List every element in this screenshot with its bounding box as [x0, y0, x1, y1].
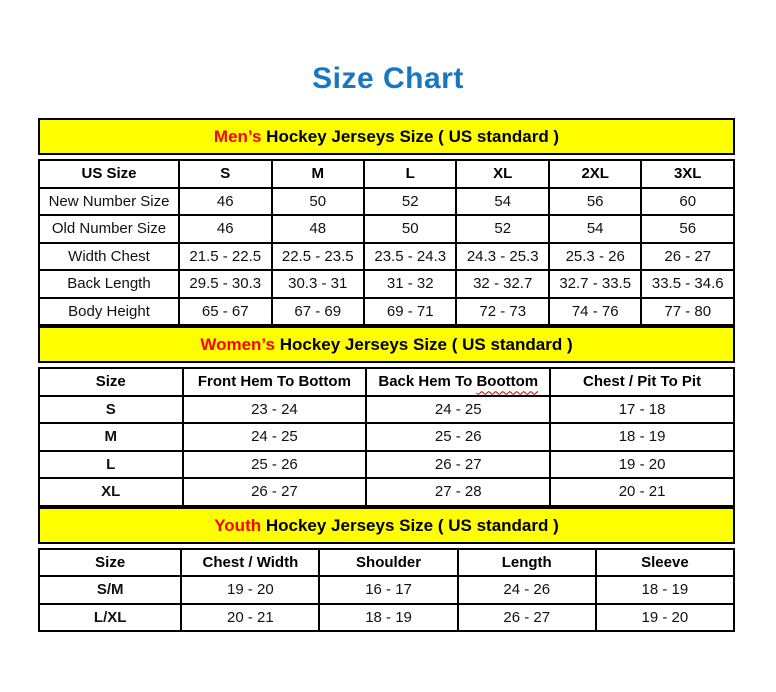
cell: 69 - 71 — [364, 298, 456, 326]
mens-section-header-rest: Hockey Jerseys Size ( US standard ) — [261, 127, 560, 146]
column-header-text: Back Hem To — [378, 373, 477, 391]
cell: 52 — [456, 215, 548, 243]
column-header: S — [179, 160, 271, 188]
cell: 50 — [364, 215, 456, 243]
cell: 19 - 20 — [550, 451, 734, 479]
cell: 24.3 - 25.3 — [456, 243, 548, 271]
youth-section-header-rest: Hockey Jerseys Size ( US standard ) — [261, 515, 559, 535]
cell: 18 - 19 — [319, 604, 457, 632]
cell: 17 - 18 — [550, 396, 734, 424]
cell: 67 - 69 — [272, 298, 364, 326]
size-chart-container — [38, 118, 735, 632]
row-label: S — [39, 396, 183, 424]
row-label: Back Length — [39, 270, 179, 298]
column-header: Sleeve — [596, 549, 734, 577]
table-row — [39, 576, 734, 604]
column-header: Shoulder — [319, 549, 457, 577]
womens-section-header-highlight: Women’s — [200, 335, 275, 354]
cell: 20 - 21 — [550, 478, 734, 506]
cell: 21.5 - 22.5 — [179, 243, 271, 271]
womens-section-header-rest: Hockey Jerseys Size ( US standard ) — [274, 335, 573, 354]
cell: 24 - 26 — [458, 576, 596, 604]
column-header: Chest / Width — [181, 549, 319, 577]
column-header: L — [364, 160, 456, 188]
table-row — [39, 451, 734, 479]
cell: 48 — [272, 215, 364, 243]
cell: 72 - 73 — [456, 298, 548, 326]
cell: 27 - 28 — [366, 478, 550, 506]
column-header: Size — [39, 368, 183, 396]
cell: 46 — [179, 188, 271, 216]
womens-section-header — [38, 326, 735, 363]
cell: 60 — [641, 188, 734, 216]
cell: 29.5 - 30.3 — [179, 270, 271, 298]
table-row — [39, 604, 734, 632]
column-header: M — [272, 160, 364, 188]
cell: 30.3 - 31 — [272, 270, 364, 298]
cell: 56 — [549, 188, 641, 216]
cell: 26 - 27 — [366, 451, 550, 479]
row-label: M — [39, 423, 183, 451]
cell: 23.5 - 24.3 — [364, 243, 456, 271]
cell: 56 — [641, 215, 734, 243]
cell: 26 - 27 — [641, 243, 734, 271]
table-row — [39, 215, 734, 243]
cell: 25.3 - 26 — [549, 243, 641, 271]
mens-section-header-highlight: Men’s — [213, 127, 262, 146]
youth-section-header-highlight: Youth — [214, 515, 262, 535]
mens-section-header — [38, 118, 735, 155]
youth-size-table — [38, 548, 735, 633]
youth-header-row — [39, 549, 734, 577]
youth-section-header — [38, 507, 735, 544]
column-header: Size — [39, 549, 181, 577]
cell: 25 - 26 — [183, 451, 367, 479]
cell: 31 - 32 — [364, 270, 456, 298]
row-label: S/M — [39, 576, 181, 604]
page-title: Size Chart — [312, 62, 464, 95]
cell: 22.5 - 23.5 — [272, 243, 364, 271]
column-header: 3XL — [641, 160, 734, 188]
cell: 19 - 20 — [181, 576, 319, 604]
cell: 46 — [179, 215, 271, 243]
row-label: XL — [39, 478, 183, 506]
cell: 74 - 76 — [549, 298, 641, 326]
cell: 18 - 19 — [550, 423, 734, 451]
cell: 24 - 25 — [183, 423, 367, 451]
cell: 19 - 20 — [596, 604, 734, 632]
column-header: 2XL — [549, 160, 641, 188]
cell: 54 — [456, 188, 548, 216]
row-label: Body Height — [39, 298, 179, 326]
cell: 77 - 80 — [641, 298, 734, 326]
column-header: Chest / Pit To Pit — [550, 368, 734, 396]
cell: 23 - 24 — [183, 396, 367, 424]
table-row — [39, 188, 734, 216]
table-row — [39, 243, 734, 271]
column-header: XL — [456, 160, 548, 188]
row-label: New Number Size — [39, 188, 179, 216]
row-label: Old Number Size — [39, 215, 179, 243]
table-row — [39, 478, 734, 506]
cell: 65 - 67 — [179, 298, 271, 326]
misspelled-word: Boottom — [476, 373, 539, 391]
mens-size-table — [38, 159, 735, 326]
cell: 24 - 25 — [366, 396, 550, 424]
cell: 32 - 32.7 — [456, 270, 548, 298]
womens-size-table — [38, 367, 735, 507]
cell: 52 — [364, 188, 456, 216]
column-header — [366, 368, 550, 396]
cell: 26 - 27 — [183, 478, 367, 506]
column-header: US Size — [39, 160, 179, 188]
table-row — [39, 396, 734, 424]
cell: 50 — [272, 188, 364, 216]
table-row — [39, 298, 734, 326]
column-header: Length — [458, 549, 596, 577]
mens-header-row — [39, 160, 734, 188]
cell: 32.7 - 33.5 — [549, 270, 641, 298]
cell: 25 - 26 — [366, 423, 550, 451]
table-row — [39, 423, 734, 451]
cell: 54 — [549, 215, 641, 243]
column-header: Front Hem To Bottom — [183, 368, 367, 396]
row-label: L — [39, 451, 183, 479]
cell: 18 - 19 — [596, 576, 734, 604]
table-row — [39, 270, 734, 298]
womens-header-row — [39, 368, 734, 396]
row-label: Width Chest — [39, 243, 179, 271]
cell: 16 - 17 — [319, 576, 457, 604]
cell: 33.5 - 34.6 — [641, 270, 734, 298]
cell: 26 - 27 — [458, 604, 596, 632]
row-label: L/XL — [39, 604, 181, 632]
cell: 20 - 21 — [181, 604, 319, 632]
